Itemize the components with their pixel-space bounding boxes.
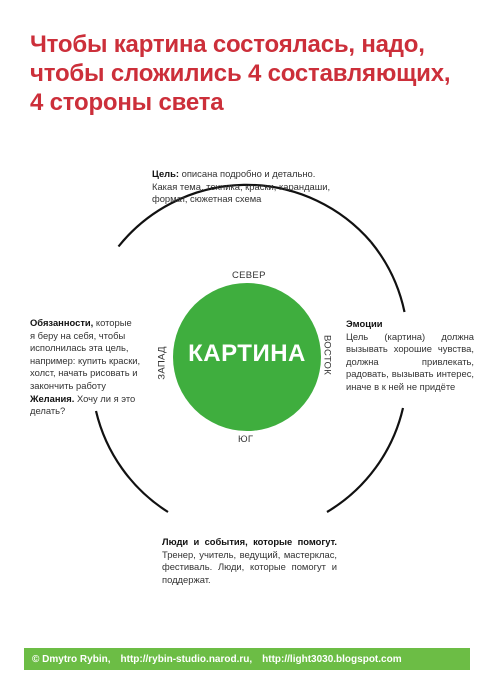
direction-south: ЮГ [238,434,254,445]
goal-text-2: Какая тема, техника, краски, карандаши, [152,180,331,192]
duties-line: например: купить краски, [30,354,141,366]
ring-arc-right [327,408,403,512]
duties-line: я беру на себя, чтобы [30,329,126,341]
footer-link-2[interactable]: http://light3030.blogspot.com [262,653,402,665]
ring-arc-bottom [96,411,168,512]
duties-text-1: которые [93,317,132,328]
emotions-text: Цель (картина) должна вызывать хорошие чувства, должна привлекать, радовать, вызывать интерес, иначе в к ней не придёте [346,330,474,392]
footer-bar [24,648,470,670]
duties-heading: Обязанности, [30,317,94,328]
title-line-1: Чтобы картина состоялась, надо, [30,31,425,58]
wishes-heading: Желания. [30,392,75,404]
people-text: Тренер, учитель, ведущий, мастерклас, фестиваль. Люди, которые помогут и поддержат. [162,548,337,585]
duties-line: холст, начать рисовать и [30,367,138,379]
title-line-2: чтобы сложились 4 составляющих, [30,60,451,87]
duties-line: закончить работу [30,379,106,391]
emotions-block [346,318,474,394]
direction-north: СЕВЕР [232,270,266,281]
footer-copyright: © Dmytro Rybin, [32,653,111,665]
goal-heading: Цель: [152,168,180,179]
ring-arc-right-top [371,242,405,312]
goal-text-3: формат, сюжетная схема [152,193,262,205]
goal-block [152,168,372,206]
center-label: КАРТИНА [188,340,306,367]
people-block [162,536,337,586]
footer-link-1[interactable]: http://rybin-studio.narod.ru, [120,653,253,665]
direction-west: ЗАПАД [156,346,168,380]
duties-line: исполнилась эта цель, [30,342,129,354]
emotions-heading: Эмоции [346,318,383,329]
title-line-3: 4 стороны света [30,89,224,116]
duties-block [30,317,155,418]
direction-east: ВОСТОК [321,334,333,376]
wishes-line-last: делать? [30,405,66,417]
wishes-text: Хочу ли я это [74,392,136,404]
goal-text-1: описана подробно и детально. [179,168,316,179]
people-heading: Люди и события, которые помогут. [162,536,337,547]
